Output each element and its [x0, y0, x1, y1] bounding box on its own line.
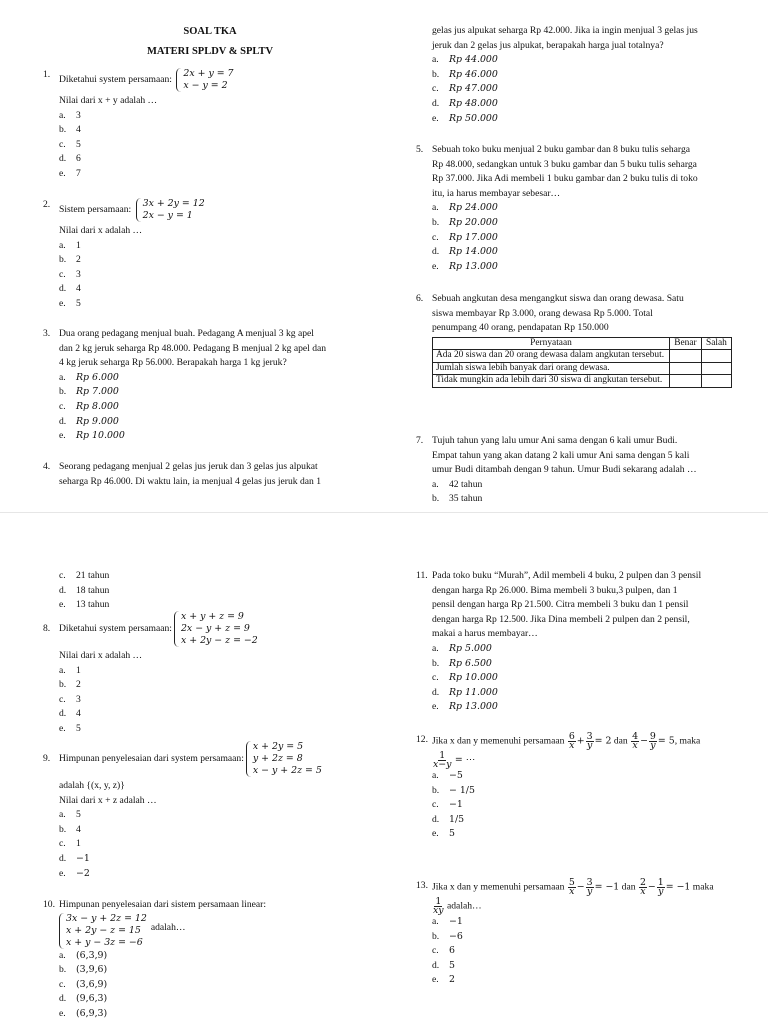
equation-line: x − y + 2z = 5 — [252, 765, 322, 776]
table-header: Salah — [701, 337, 731, 350]
question-line: Sebuah angkutan desa mengangkut siswa dan orang dewasa. Satu — [432, 293, 684, 304]
question-number: 1. — [43, 69, 51, 80]
options-list — [432, 642, 746, 715]
option-c[interactable]: c. 3 — [59, 693, 81, 705]
option-b[interactable]: b. 2 — [59, 254, 81, 266]
option-e[interactable]: e. 13 tahun — [59, 599, 110, 611]
statement-cell: Ada 20 siswa dan 20 orang dewasa dalam angkutan tersebut. — [433, 350, 670, 363]
question-6 — [416, 292, 746, 388]
options-list — [432, 769, 746, 842]
question-4 — [43, 460, 378, 489]
question-line: Rp 48.000, sedangkan untuk 3 buku gambar dan 5 buku tulis seharga — [432, 158, 697, 170]
option-b[interactable]: b. −6 — [432, 930, 463, 942]
option-a[interactable]: a. Rp 5.000 — [432, 642, 492, 654]
fraction: $\frac{4}{x}$ — [632, 731, 639, 751]
benar-checkbox[interactable] — [670, 362, 702, 375]
question-line: dengan harga Rp 26.000. Bima membeli 3 buku,3 pulpen, dan 1 — [432, 584, 678, 596]
fraction: $\frac{2}{x}$ — [639, 877, 646, 897]
question-number: 11. — [416, 570, 428, 581]
equation-line: y + 2z = 8 — [252, 753, 303, 764]
equation-line: x + 2y − z = −2 — [180, 635, 258, 646]
option-e[interactable]: e. 2 — [432, 974, 455, 986]
table-row — [433, 350, 732, 363]
option-c[interactable]: c. 21 tahun — [59, 570, 110, 581]
option-c[interactable]: c. 3 — [59, 268, 81, 280]
question-line: Tujuh tahun yang lalu umur Ani sama dengan 6 kali umur Budi. — [432, 435, 678, 446]
option-e[interactable]: e. (6,9,3) — [59, 1007, 108, 1019]
question-ask: $\frac{1}{xy}$ adalah… — [433, 896, 482, 916]
option-e[interactable]: e. 7 — [59, 167, 81, 179]
question-line: gelas jus alpukat seharga Rp 42.000. Jika ia ingin menjual 3 gelas jus — [432, 25, 698, 36]
option-a[interactable]: a. −1 — [432, 916, 463, 927]
option-e[interactable]: e. Rp 13.000 — [432, 701, 498, 713]
question-line: itu, ia harus membayar sebesar… — [432, 187, 561, 199]
option-a[interactable]: a. 5 — [59, 809, 81, 821]
fraction: $\frac{5}{x}$ — [568, 877, 575, 897]
option-d[interactable]: d. 6 — [59, 153, 81, 165]
option-e[interactable]: e. Rp 50.000 — [432, 112, 498, 124]
option-a[interactable]: a. 42 tahun — [432, 478, 483, 490]
option-b[interactable]: b. Rp 20.000 — [432, 216, 498, 228]
question-line: dengan harga Rp 12.500. Jika Dina membeli 2 pulpen dan 2 pensil, — [432, 613, 690, 625]
option-b[interactable]: b. 4 — [59, 823, 81, 835]
option-a[interactable]: a. (6,3,9) — [59, 949, 108, 961]
question-stem: Jika x dan y memenuhi persamaan $\frac{6}{x}$ + $\frac{3}{y}$ = 2 dan $\frac{4}{x}$ − $\frac{9}{y}$ = 5, maka — [432, 731, 701, 751]
question-number: 13. — [416, 880, 428, 891]
option-c[interactable]: c. Rp 17.000 — [432, 231, 498, 243]
question-3 — [43, 327, 378, 444]
equation-system — [176, 68, 233, 92]
option-d[interactable]: d. (9,6,3) — [59, 993, 108, 1005]
fraction: $\frac{3}{y}$ — [586, 731, 593, 751]
fraction: $\frac{1}{y}$ — [657, 877, 664, 897]
question-line: adalah {(x, y, z)} — [59, 780, 125, 791]
option-e[interactable]: e. 5 — [59, 297, 81, 309]
option-b[interactable]: b. − 1/5 — [432, 784, 475, 796]
options-list — [432, 201, 746, 274]
option-e[interactable]: e. Rp 10.000 — [59, 430, 125, 442]
question-line: penumpang 40 orang, pendapatan Rp 150.000 — [432, 322, 609, 334]
question-number: 12. — [416, 734, 428, 745]
equation-line: 2x − y + z = 9 — [180, 623, 250, 634]
question-ask: adalah… — [150, 922, 186, 933]
question-9 — [43, 741, 378, 881]
option-a[interactable]: a. 3 — [59, 109, 81, 121]
question-line: Dua orang pedagang menjual buah. Pedagang A menjual 3 kg apel — [59, 328, 314, 339]
question-7 — [416, 434, 746, 507]
question-number: 9. — [43, 752, 51, 764]
question-number: 6. — [416, 293, 424, 304]
question-number: 10. — [43, 899, 55, 910]
equation-system — [246, 741, 322, 777]
statement-cell: Jumlah siswa lebih banyak dari orang dewasa. — [433, 362, 670, 375]
question-11 — [416, 569, 746, 715]
equation-system — [136, 198, 205, 222]
question-number: 8. — [43, 622, 51, 634]
fraction: $\frac{6}{x}$ — [568, 731, 575, 751]
equation-line: 3x + 2y = 12 — [142, 198, 205, 209]
question-stem: Sistem persamaan: — [59, 204, 132, 216]
question-stem: Diketahui system persamaan: — [59, 622, 172, 634]
option-a[interactable]: a. Rp 6.000 — [59, 371, 119, 383]
page-bottom — [0, 512, 768, 1025]
question-line: Empat tahun yang akan datang 2 kali umur Ani sama dengan 5 kali — [432, 449, 690, 461]
page-top — [0, 0, 768, 512]
option-c[interactable]: c. Rp 47.000 — [432, 83, 498, 95]
question-stem: Himpunan penyelesaian dari system persamaan: — [59, 752, 244, 764]
question-13 — [416, 879, 746, 988]
option-b[interactable]: b. (3,9,6) — [59, 964, 108, 976]
question-ask: Nilai dari x + z adalah … — [59, 794, 157, 806]
question-number: 4. — [43, 461, 51, 472]
question-ask: Nilai dari x + y adalah … — [59, 95, 158, 106]
question-10 — [43, 898, 378, 1022]
title-soal: SOAL TKA — [183, 26, 237, 37]
benar-checkbox[interactable] — [670, 350, 702, 363]
options-list — [432, 915, 746, 988]
option-e[interactable]: e. −2 — [59, 867, 90, 879]
question-number: 7. — [416, 435, 424, 446]
table-header: Pernyataan — [433, 337, 670, 350]
option-d[interactable]: d. Rp 48.000 — [432, 97, 498, 109]
option-b[interactable]: b. Rp 7.000 — [59, 386, 119, 398]
option-b[interactable]: b. Rp 6.500 — [432, 657, 492, 669]
option-d[interactable]: d. 4 — [59, 283, 81, 295]
options-list — [59, 109, 378, 182]
option-d[interactable]: d. 5 — [432, 959, 455, 971]
equation-line: x + y − 3z = −6 — [66, 936, 143, 948]
question-number: 2. — [43, 199, 51, 210]
question-line: umur Budi ditambah dengan 9 tahun. Umur Budi sekarang adalah … — [432, 464, 697, 476]
options-list — [59, 239, 378, 312]
question-line: jeruk dan 2 gelas jus alpukat, berapakah harga jual totalnya? — [432, 39, 664, 51]
option-c[interactable]: c. −1 — [432, 799, 463, 811]
option-b[interactable]: b. 35 tahun — [432, 493, 483, 505]
options-list — [432, 53, 746, 126]
question-number: 3. — [43, 328, 51, 339]
salah-checkbox[interactable] — [701, 375, 731, 388]
options-list — [59, 569, 378, 613]
fraction: $\frac{3}{y}$ — [586, 877, 593, 897]
option-c[interactable]: c. 5 — [59, 138, 81, 150]
question-line: siswa membayar Rp 3.000, orang dewasa Rp 5.000. Total — [432, 307, 653, 319]
question-line: Seorang pedagang menjual 2 gelas jus jeruk dan 3 gelas jus alpukat — [59, 461, 318, 472]
option-e[interactable]: e. Rp 13.000 — [432, 260, 498, 272]
option-c[interactable]: c. Rp 10.000 — [432, 672, 498, 684]
question-number: 5. — [416, 144, 424, 155]
question-ask: Nilai dari x adalah … — [59, 225, 143, 236]
title-materi: MATERI SPLDV & SPLTV — [146, 46, 274, 57]
statement-cell: Tidak mungkin ada lebih dari 30 siswa di angkutan tersebut. — [433, 375, 670, 388]
question-ask: Nilai dari x adalah … — [59, 650, 143, 661]
equation-line: x − y = 2 — [183, 80, 228, 91]
question-line: makai a harus membayar… — [432, 628, 538, 640]
question-1 — [43, 68, 378, 182]
salah-checkbox[interactable] — [701, 350, 731, 363]
equation-system — [174, 611, 258, 647]
option-e[interactable]: e. 5 — [432, 828, 455, 840]
question-line: 4 kg jeruk seharga Rp 56.000. Berapakah harga 1 kg jeruk? — [59, 357, 287, 369]
question-4-continued — [416, 24, 746, 126]
table-header: Benar — [670, 337, 702, 350]
question-line: seharga Rp 46.000. Di waktu lain, ia menjual 4 gelas jus jeruk dan 1 — [59, 475, 321, 487]
option-a[interactable]: a. 1 — [59, 239, 81, 251]
question-line: pensil dengan harga Rp 21.500. Citra membeli 3 buku dan 1 pensil — [432, 599, 689, 611]
fraction: $\frac{9}{y}$ — [649, 731, 656, 751]
equation-line: x + 2y = 5 — [252, 741, 304, 752]
equation-line: x + y + z = 9 — [180, 611, 244, 622]
statement-table — [432, 337, 732, 388]
option-d[interactable]: d. Rp 9.000 — [59, 415, 119, 427]
option-d[interactable]: d. 4 — [59, 708, 81, 720]
option-d[interactable]: d. Rp 14.000 — [432, 246, 498, 258]
benar-checkbox[interactable] — [670, 375, 702, 388]
equation-system — [59, 913, 147, 949]
option-c[interactable]: c. 6 — [432, 945, 455, 957]
salah-checkbox[interactable] — [701, 362, 731, 375]
question-stem: Diketahui system persamaan: — [59, 74, 172, 86]
question-stem: Jika x dan y memenuhi persamaan $\frac{5}{x}$ − $\frac{3}{y}$ = −1 dan $\frac{2}{x}$ − $\frac{1}{y}$ = −1 maka — [432, 877, 714, 897]
option-d[interactable]: d. Rp 11.000 — [432, 686, 498, 698]
equation-line: x + 2y − z = 15 — [66, 924, 141, 936]
option-b[interactable]: b. 4 — [59, 124, 81, 136]
question-line: Pada toko buku “Murah”, Adil membeli 4 buku, 2 pulpen dan 3 pensil — [432, 570, 702, 581]
option-b[interactable]: b. Rp 46.000 — [432, 68, 498, 80]
question-12 — [416, 733, 746, 842]
question-5 — [416, 143, 746, 274]
option-b[interactable]: b. 2 — [59, 679, 81, 691]
question-7-continued — [43, 569, 378, 613]
question-line: Rp 37.000. Jika Adi membeli 1 buku gambar dan 2 buku tulis di toko — [432, 173, 698, 185]
option-c[interactable]: c. (3,6,9) — [59, 978, 108, 990]
options-list — [432, 478, 746, 507]
equation-line: 3x − y + 2z = 12 — [66, 912, 147, 924]
question-ask: $\frac{1}{x-y}$ = ⋯ — [433, 750, 476, 770]
option-a[interactable]: a. Rp 44.000 — [432, 54, 498, 66]
table-row — [433, 375, 732, 388]
options-list — [59, 664, 378, 737]
equation-line: 2x − y = 1 — [142, 210, 193, 221]
option-a[interactable]: a. 1 — [59, 664, 81, 676]
option-a[interactable]: a. −5 — [432, 770, 463, 781]
options-list — [59, 949, 378, 1022]
option-a[interactable]: a. Rp 24.000 — [432, 202, 498, 214]
option-e[interactable]: e. 5 — [59, 722, 81, 734]
option-c[interactable]: c. 1 — [59, 838, 81, 850]
question-2 — [43, 198, 378, 312]
table-row — [433, 362, 732, 375]
option-d[interactable]: d. 18 tahun — [59, 584, 110, 596]
question-8 — [43, 611, 378, 737]
options-list — [59, 808, 378, 881]
question-line: dan 2 kg jeruk seharga Rp 48.000. Pedagang B menjual 2 kg apel dan — [59, 342, 327, 354]
equation-line: 2x + y = 7 — [183, 68, 234, 79]
option-d[interactable]: d. −1 — [59, 852, 90, 864]
option-d[interactable]: d. 1/5 — [432, 813, 465, 825]
options-list — [59, 371, 378, 444]
question-line: Sebuah toko buku menjual 2 buku gambar dan 8 buku tulis seharga — [432, 144, 691, 155]
option-c[interactable]: c. Rp 8.000 — [59, 400, 119, 412]
question-stem: Himpunan penyelesaian dari sistem persamaan linear: — [59, 899, 266, 910]
